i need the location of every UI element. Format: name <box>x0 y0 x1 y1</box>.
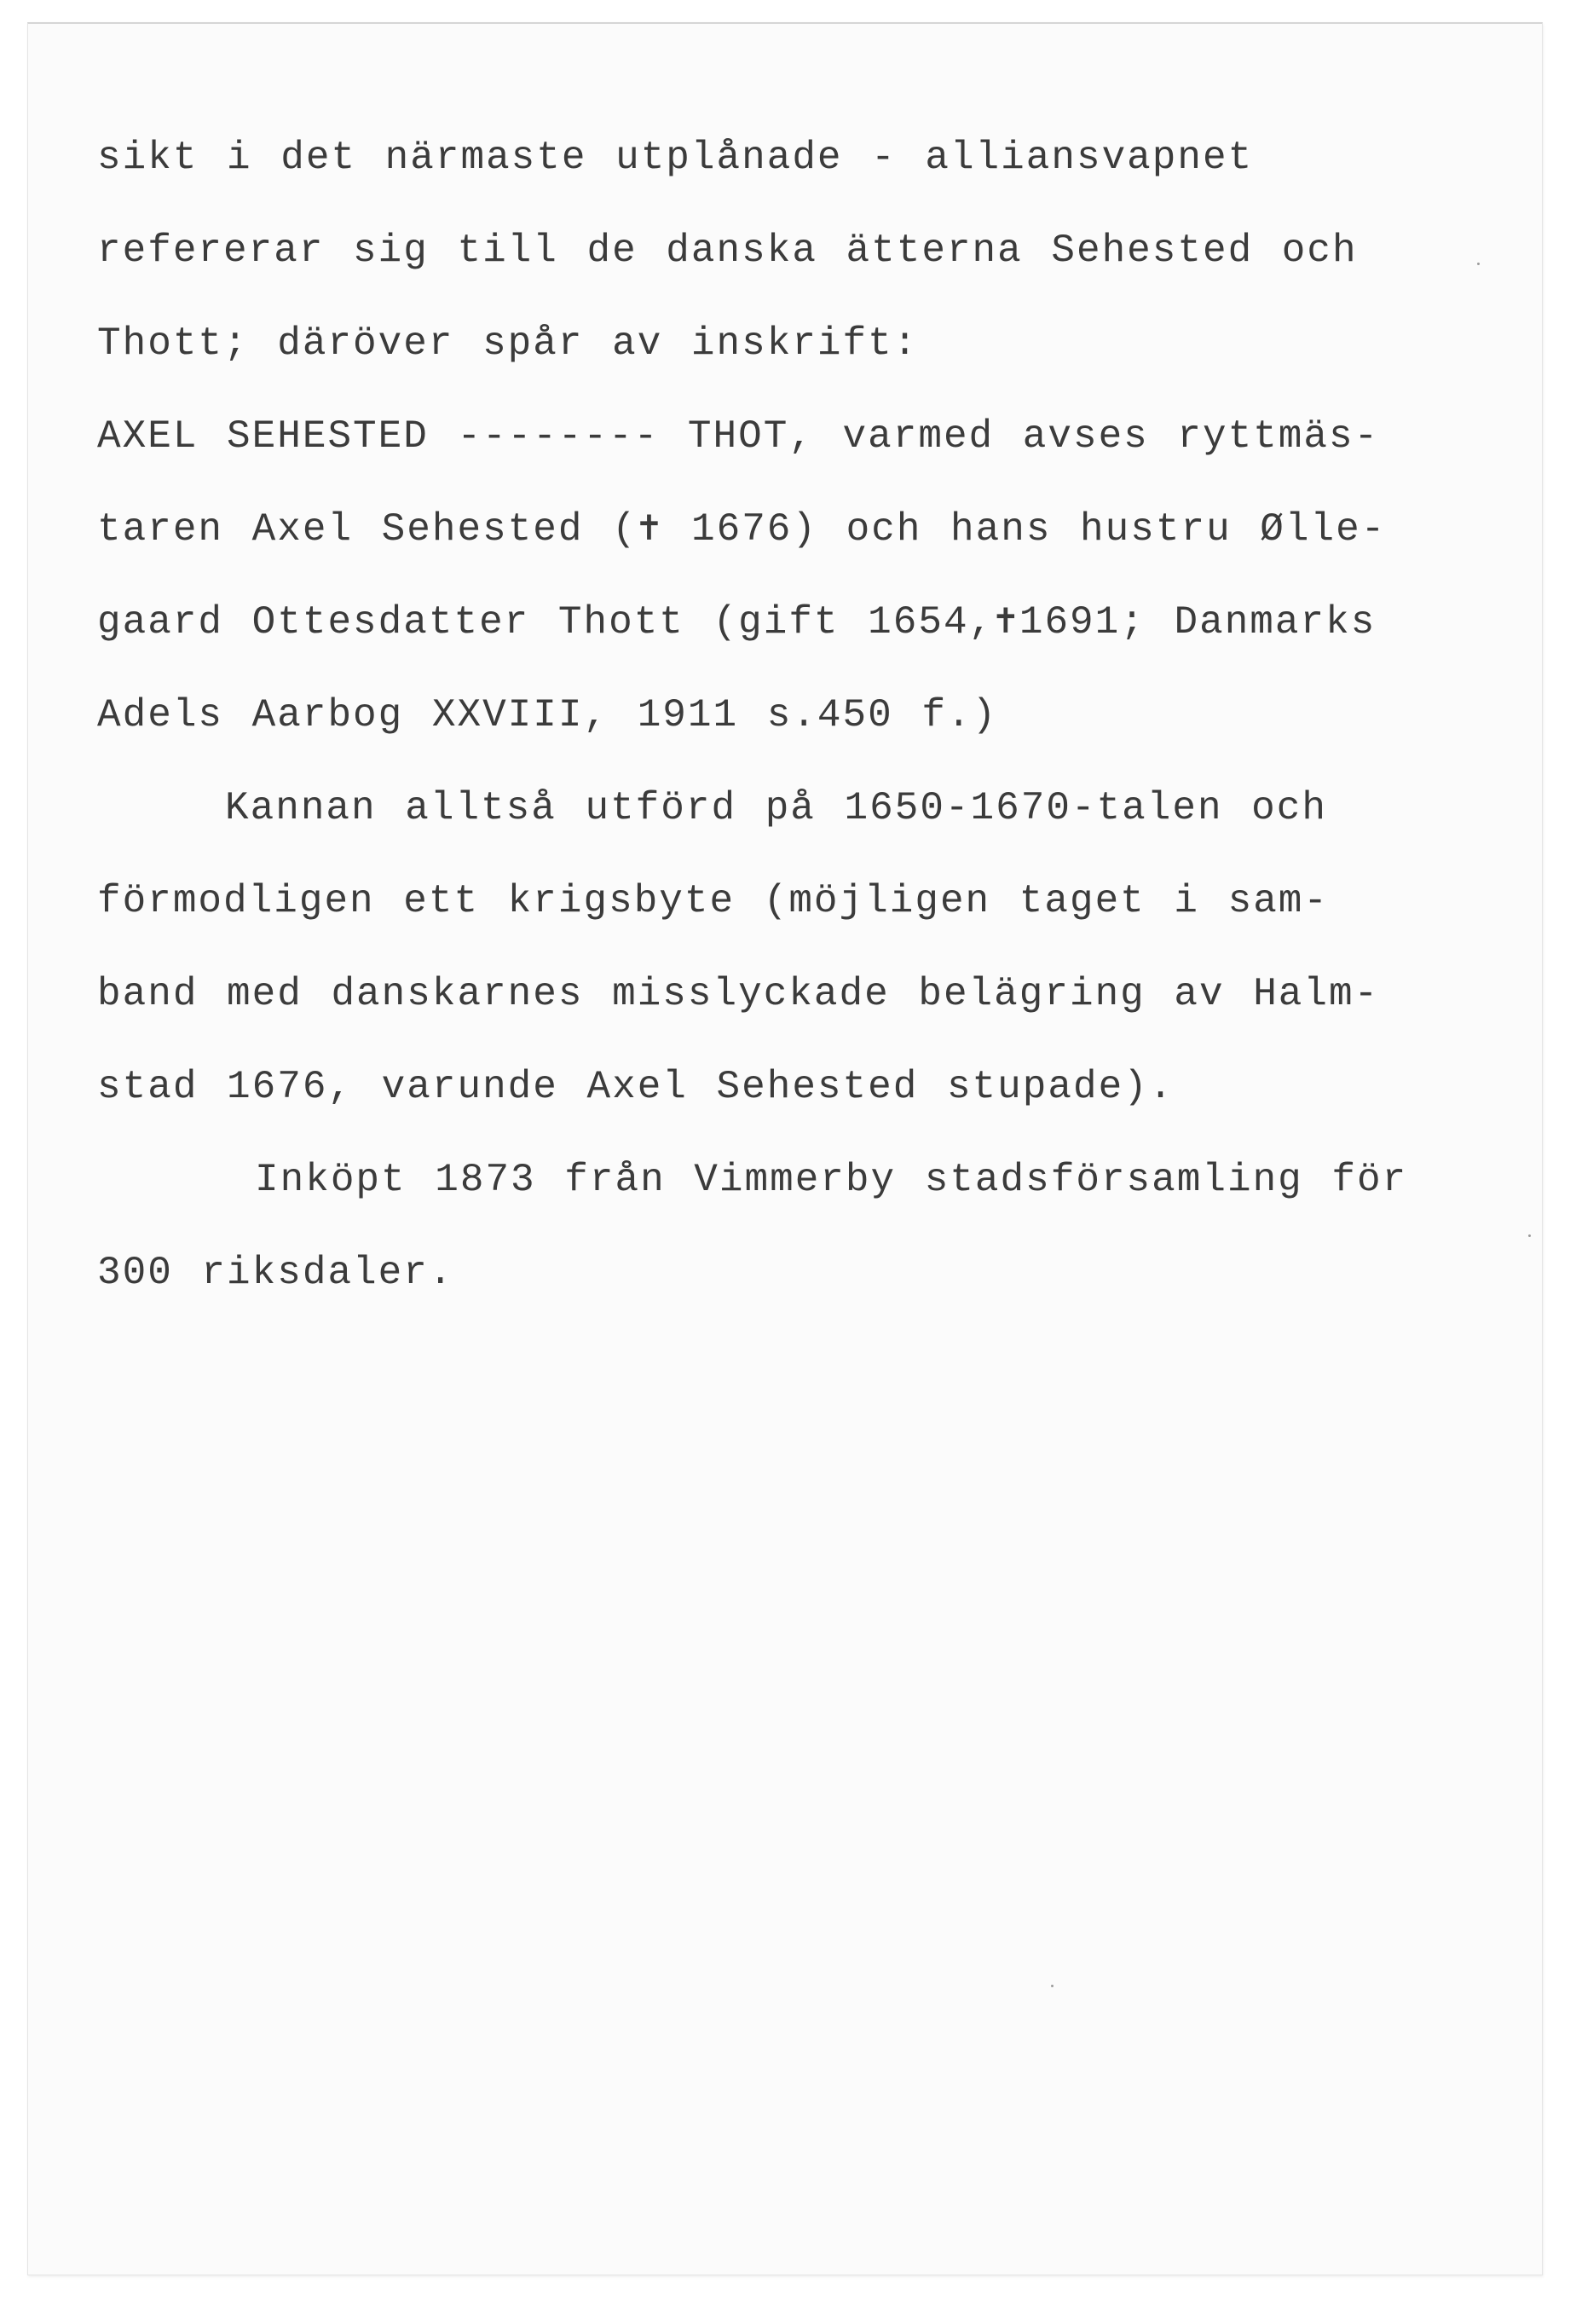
text-line: förmodligen ett krigsbyte (möjligen taget i sam- <box>97 879 1330 923</box>
text-line: stad 1676, varunde Axel Sehested stupade). <box>97 1065 1175 1109</box>
text-line: sikt i det närmaste utplånade - alliansvapnet <box>97 136 1254 180</box>
text-line: Adels Aarbog XXVIII, 1911 s.450 f.) <box>97 693 998 737</box>
text-line: gaard Ottesdatter Thott (gift 1654,✝1691; Danmarks <box>97 600 1377 645</box>
paragraph-start-line: Kannan alltså utförd på 1650-1670-talen och <box>225 786 1327 830</box>
paper-speck <box>1051 1985 1054 1987</box>
text-line: AXEL SEHESTED -------- THOT, varmed avses ryttmäs- <box>97 414 1380 459</box>
text-line: 300 riksdaler. <box>97 1251 454 1295</box>
text-line: taren Axel Sehested (✝ 1676) och hans hustru Ølle- <box>97 507 1387 552</box>
text-line: Thott; däröver spår av inskrift: <box>97 321 919 366</box>
paper-speck <box>1477 263 1480 265</box>
text-line: band med danskarnes misslyckade belägring av Halm- <box>97 972 1380 1016</box>
paragraph-start-line: Inköpt 1873 från Vimmerby stadsförsamling för <box>255 1158 1408 1202</box>
text-line: refererar sig till de danska ätterna Sehested och <box>97 228 1358 273</box>
paper-speck <box>1528 1234 1531 1237</box>
typewritten-text <box>97 128 1427 1336</box>
